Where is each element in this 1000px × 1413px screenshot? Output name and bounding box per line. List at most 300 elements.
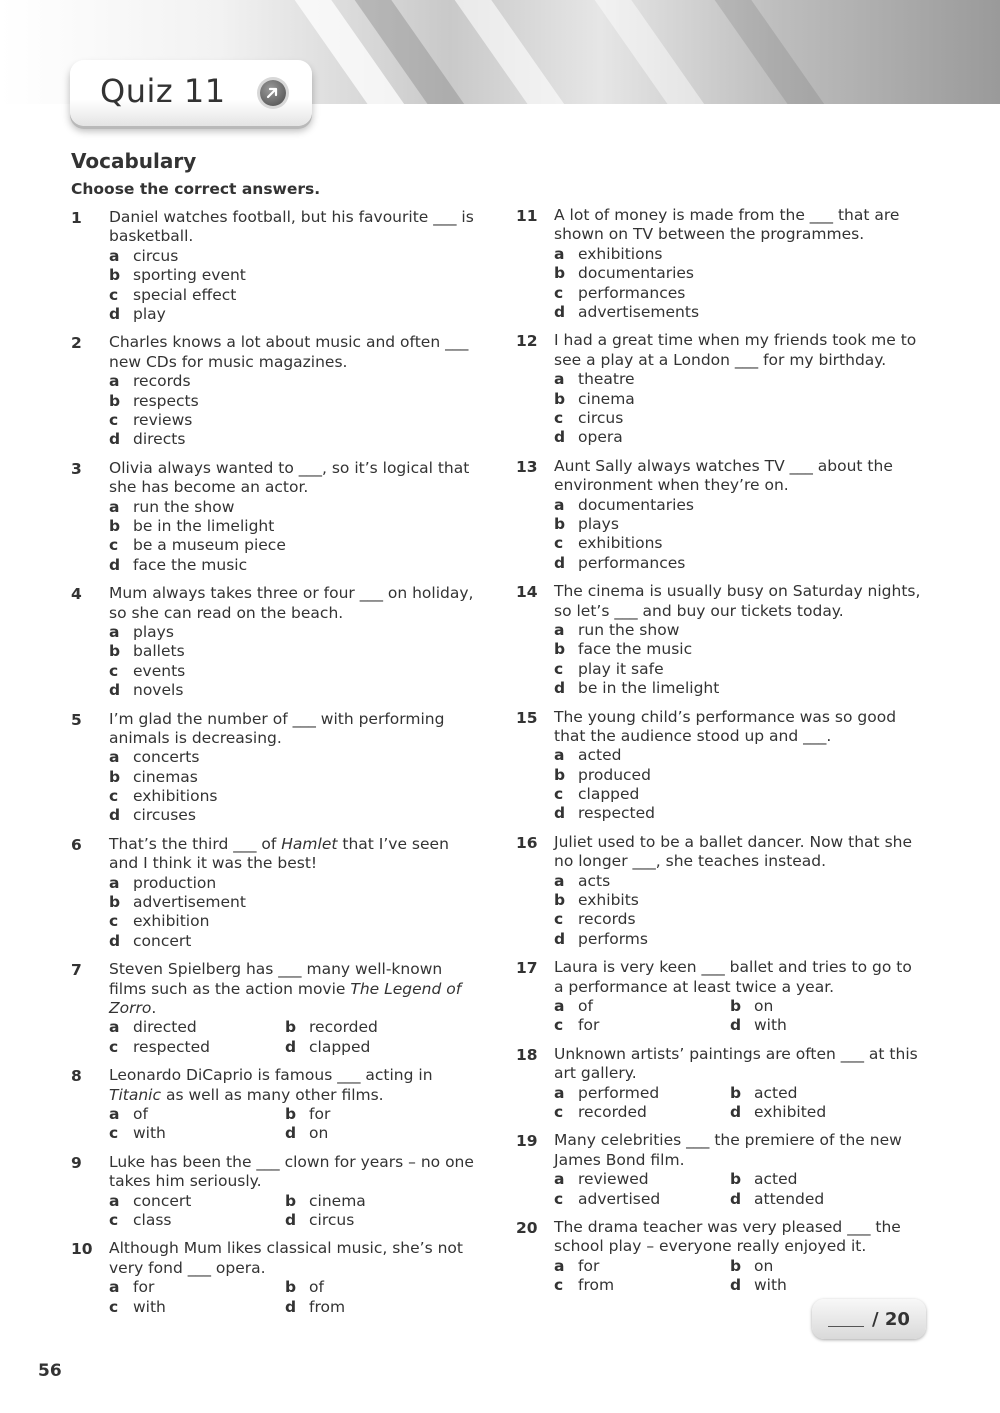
- option-letter: a: [109, 372, 120, 391]
- option-text: of: [309, 1278, 324, 1297]
- option-text: be in the limelight: [133, 516, 275, 535]
- option-text: reviews: [133, 410, 193, 429]
- answer-option-d[interactable]: [730, 1190, 906, 1209]
- answer-option-d[interactable]: [109, 681, 481, 700]
- option-text: theatre: [578, 370, 635, 389]
- option-letter: c: [554, 1016, 564, 1035]
- answer-option-d[interactable]: [109, 932, 481, 951]
- option-letter: a: [554, 620, 565, 639]
- answer-option-c[interactable]: [554, 1190, 730, 1209]
- option-letter: a: [109, 1191, 120, 1210]
- option-letter: d: [109, 931, 121, 950]
- title-italic: The Legend of Zorro: [109, 979, 462, 1018]
- question-text: [109, 710, 481, 749]
- option-text: face the music: [133, 555, 248, 574]
- question-5: [71, 710, 481, 826]
- answer-option-b[interactable]: [109, 392, 481, 411]
- question-1: [71, 208, 481, 324]
- question-text-part: Unknown artists’ paintings are often ___ at this art gallery.: [554, 1044, 918, 1083]
- option-letter: b: [554, 264, 566, 283]
- question-number: 18: [516, 1045, 538, 1064]
- question-number: 11: [516, 207, 538, 225]
- option-letter: b: [285, 1278, 297, 1297]
- question-9: [71, 1153, 481, 1231]
- answer-option-c[interactable]: [554, 910, 926, 929]
- question-number: 5: [71, 710, 82, 729]
- option-text: with: [754, 1016, 787, 1035]
- option-text: concert: [133, 931, 192, 950]
- answer-option-b[interactable]: [730, 997, 906, 1016]
- option-text: ballets: [133, 642, 185, 661]
- option-text: class: [133, 1211, 172, 1230]
- answer-option-a[interactable]: [109, 498, 481, 517]
- question-19: [516, 1131, 926, 1209]
- answer-options: [554, 997, 926, 1036]
- question-18: [516, 1045, 926, 1123]
- answer-option-d[interactable]: [285, 1124, 461, 1143]
- option-letter: d: [109, 430, 121, 449]
- answer-option-c[interactable]: [109, 286, 481, 305]
- option-letter: c: [109, 1211, 119, 1230]
- question-7: [71, 960, 481, 1057]
- answer-option-b[interactable]: [730, 1084, 906, 1103]
- option-text: cinema: [309, 1191, 366, 1210]
- answer-option-c[interactable]: [109, 1038, 285, 1057]
- option-letter: c: [554, 1276, 564, 1295]
- question-text-part: Aunt Sally always watches TV ___ about the environment when they’re on.: [554, 456, 893, 495]
- option-letter: c: [554, 1103, 564, 1122]
- question-text: [109, 333, 481, 372]
- answer-option-a[interactable]: [109, 874, 481, 893]
- option-letter: c: [109, 1037, 119, 1056]
- option-letter: a: [109, 622, 120, 641]
- option-letter: d: [554, 929, 566, 948]
- option-text: reviewed: [578, 1170, 649, 1189]
- option-text: respected: [133, 1037, 210, 1056]
- answer-options: [109, 623, 481, 701]
- question-2: [71, 333, 481, 449]
- answer-option-a[interactable]: [554, 997, 730, 1016]
- question-text-part: Although Mum likes classical music, she’s not very fond ___ opera.: [109, 1239, 463, 1277]
- option-text: plays: [578, 514, 619, 533]
- answer-option-a[interactable]: [554, 496, 926, 515]
- option-text: recorded: [309, 1018, 378, 1037]
- option-text: of: [578, 997, 593, 1016]
- option-text: circuses: [133, 806, 196, 825]
- option-text: of: [133, 1105, 148, 1124]
- option-letter: c: [554, 910, 564, 929]
- answer-option-b[interactable]: [109, 893, 481, 912]
- option-text: acts: [578, 871, 611, 890]
- question-text: [109, 459, 481, 498]
- option-text: performances: [578, 553, 686, 572]
- question-text-part: .: [151, 999, 157, 1018]
- score-box: [812, 1299, 926, 1339]
- question-text-part: The young child’s performance was so good that the audience stood up and ___.: [554, 707, 897, 745]
- answer-option-d[interactable]: [285, 1298, 461, 1317]
- option-text: respected: [578, 804, 655, 823]
- answer-option-d[interactable]: [109, 806, 481, 825]
- option-letter: c: [109, 1297, 119, 1316]
- question-text: [109, 584, 481, 623]
- option-text: for: [309, 1105, 331, 1124]
- option-letter: d: [554, 679, 566, 698]
- answer-option-d[interactable]: [730, 1276, 906, 1295]
- answer-option-a[interactable]: [554, 370, 926, 389]
- question-number: 16: [516, 833, 538, 852]
- score-total: / 20: [872, 1308, 910, 1330]
- question-text: [109, 1239, 481, 1278]
- option-text: from: [578, 1276, 615, 1295]
- question-text: [109, 1066, 481, 1105]
- option-text: with: [754, 1276, 787, 1295]
- answer-option-a[interactable]: [109, 372, 481, 391]
- option-text: concert: [133, 1191, 192, 1210]
- option-letter: a: [109, 1105, 120, 1124]
- option-text: exhibitions: [578, 534, 663, 553]
- question-10: [71, 1239, 481, 1317]
- question-6: [71, 835, 481, 951]
- option-text: for: [578, 1256, 600, 1275]
- option-letter: c: [554, 659, 564, 678]
- option-letter: d: [554, 804, 566, 823]
- option-text: be in the limelight: [578, 679, 720, 698]
- question-text: [109, 1153, 481, 1192]
- answer-option-b[interactable]: [554, 640, 926, 659]
- answer-options: [109, 498, 481, 576]
- option-text: exhibitions: [133, 787, 218, 806]
- answer-options: [109, 1192, 481, 1231]
- answer-option-d[interactable]: [109, 556, 481, 575]
- option-letter: d: [730, 1016, 742, 1035]
- option-text: acted: [578, 746, 622, 765]
- question-number: 19: [516, 1132, 538, 1151]
- section-title: Vocabulary: [71, 149, 197, 173]
- option-text: attended: [754, 1189, 825, 1208]
- option-letter: b: [554, 640, 566, 659]
- answer-option-a[interactable]: [554, 621, 926, 640]
- answer-option-a[interactable]: [554, 1257, 730, 1276]
- question-text-part: The drama teacher was very pleased ___ the school play – everyone really enjoyed it.: [554, 1218, 901, 1256]
- answer-option-b[interactable]: [285, 1278, 461, 1297]
- question-text-part: That’s the third ___ of: [109, 834, 282, 853]
- option-letter: a: [554, 997, 565, 1016]
- title-italic: Hamlet: [281, 834, 338, 853]
- question-number: 3: [71, 459, 82, 478]
- option-letter: b: [109, 391, 121, 410]
- question-text: [554, 331, 926, 370]
- answer-options: [554, 1170, 926, 1209]
- option-letter: c: [554, 1189, 564, 1208]
- answer-option-c[interactable]: [109, 411, 481, 430]
- option-text: on: [754, 997, 774, 1016]
- option-text: be a museum piece: [133, 536, 286, 555]
- option-letter: d: [109, 806, 121, 825]
- option-letter: c: [554, 283, 564, 302]
- answer-option-c[interactable]: [554, 534, 926, 553]
- answer-option-c[interactable]: [554, 785, 926, 804]
- option-text: records: [133, 372, 191, 391]
- arrow-circle-icon: [260, 80, 286, 106]
- score-blank[interactable]: [828, 1312, 864, 1327]
- option-text: novels: [133, 681, 184, 700]
- question-text-part: Mum always takes three or four ___ on holiday, so she can read on the beach.: [109, 584, 474, 622]
- answer-options: [554, 1084, 926, 1123]
- option-text: circus: [309, 1211, 355, 1230]
- option-letter: d: [109, 555, 121, 574]
- answer-option-a[interactable]: [109, 1192, 285, 1211]
- question-text-part: Steven Spielberg has ___ many well-known films such as the action movie: [109, 960, 443, 998]
- answer-option-c[interactable]: [554, 284, 926, 303]
- page-number: 56: [38, 1361, 62, 1381]
- question-number: 14: [516, 583, 538, 602]
- question-text: [554, 958, 926, 997]
- question-number: 8: [71, 1067, 82, 1086]
- question-12: [516, 331, 926, 447]
- question-text: [554, 1131, 926, 1170]
- answer-option-b[interactable]: [285, 1018, 461, 1037]
- option-letter: a: [554, 1083, 565, 1102]
- answer-option-c[interactable]: [109, 787, 481, 806]
- answer-option-b[interactable]: [554, 264, 926, 283]
- question-20: [516, 1218, 926, 1296]
- option-text: directs: [133, 430, 186, 449]
- option-letter: c: [109, 285, 119, 304]
- option-text: from: [309, 1297, 346, 1316]
- question-text-part: that I’ve seen and I think it was the best!: [109, 834, 449, 873]
- question-13: [516, 457, 926, 573]
- answer-option-d[interactable]: [285, 1211, 461, 1230]
- answer-option-a[interactable]: [554, 872, 926, 891]
- question-text-part: Charles knows a lot about music and often ___ new CDs for music magazines.: [109, 333, 469, 371]
- option-text: produced: [578, 765, 651, 784]
- option-letter: c: [554, 408, 564, 427]
- option-letter: c: [109, 1124, 119, 1143]
- answer-option-d[interactable]: [554, 804, 926, 823]
- answer-option-b[interactable]: [554, 766, 926, 785]
- answer-options: [109, 247, 481, 325]
- question-text-part: Olivia always wanted to ___, so it’s logical that she has become an actor.: [109, 458, 470, 497]
- answer-option-d[interactable]: [554, 554, 926, 573]
- option-text: concerts: [133, 748, 200, 767]
- answer-option-d[interactable]: [554, 679, 926, 698]
- answer-option-c[interactable]: [554, 1103, 730, 1122]
- option-letter: a: [554, 1256, 565, 1275]
- question-number: 2: [71, 334, 82, 353]
- answer-option-d[interactable]: [554, 428, 926, 447]
- option-letter: a: [109, 1018, 120, 1037]
- option-text: circus: [133, 246, 179, 265]
- question-16: [516, 833, 926, 949]
- answer-options: [109, 1105, 481, 1144]
- answer-option-b[interactable]: [554, 515, 926, 534]
- option-letter: b: [730, 1083, 742, 1102]
- option-letter: a: [109, 497, 120, 516]
- option-text: clapped: [309, 1037, 371, 1056]
- question-17: [516, 958, 926, 1036]
- question-number: 15: [516, 708, 538, 727]
- question-text: [554, 457, 926, 496]
- answer-option-b[interactable]: [109, 642, 481, 661]
- option-letter: c: [109, 787, 119, 806]
- option-text: recorded: [578, 1103, 647, 1122]
- answer-option-c[interactable]: [109, 1298, 285, 1317]
- option-letter: a: [109, 748, 120, 767]
- answer-option-b[interactable]: [554, 390, 926, 409]
- question-number: 20: [516, 1219, 538, 1238]
- option-text: exhibitions: [578, 244, 663, 263]
- option-letter: d: [730, 1189, 742, 1208]
- answer-option-c[interactable]: [554, 1016, 730, 1035]
- answer-option-c[interactable]: [109, 662, 481, 681]
- answer-options: [109, 1278, 481, 1317]
- option-letter: c: [109, 410, 119, 429]
- question-text-part: as well as many other films.: [161, 1085, 384, 1104]
- question-15: [516, 708, 926, 824]
- title-italic: Titanic: [109, 1085, 162, 1104]
- answer-option-a[interactable]: [109, 623, 481, 642]
- option-letter: b: [554, 765, 566, 784]
- option-text: respects: [133, 391, 199, 410]
- option-letter: b: [109, 516, 121, 535]
- answer-option-b[interactable]: [285, 1105, 461, 1124]
- question-number: 6: [71, 835, 82, 854]
- option-text: cinemas: [133, 767, 198, 786]
- answer-option-d[interactable]: [730, 1103, 906, 1122]
- answer-option-a[interactable]: [109, 247, 481, 266]
- answer-option-c[interactable]: [554, 1276, 730, 1295]
- answer-option-a[interactable]: [109, 748, 481, 767]
- question-14: [516, 582, 926, 698]
- option-letter: c: [109, 661, 119, 680]
- option-letter: b: [554, 514, 566, 533]
- question-4: [71, 584, 481, 700]
- option-text: circus: [578, 408, 624, 427]
- answer-option-b[interactable]: [285, 1192, 461, 1211]
- question-11: [516, 206, 926, 322]
- question-number: 10: [71, 1240, 93, 1259]
- option-text: clapped: [578, 785, 640, 804]
- option-text: with: [133, 1297, 166, 1316]
- answer-option-c[interactable]: [109, 912, 481, 931]
- answer-option-a[interactable]: [554, 1170, 730, 1189]
- answer-option-c[interactable]: [554, 409, 926, 428]
- answer-option-b[interactable]: [730, 1170, 906, 1189]
- answer-option-a[interactable]: [554, 746, 926, 765]
- option-text: production: [133, 873, 217, 892]
- option-text: on: [309, 1124, 329, 1143]
- answer-option-d[interactable]: [730, 1016, 906, 1035]
- option-text: directed: [133, 1018, 197, 1037]
- answer-option-c[interactable]: [554, 660, 926, 679]
- question-text: [109, 208, 481, 247]
- option-letter: b: [109, 767, 121, 786]
- option-letter: b: [109, 642, 121, 661]
- answer-options: [109, 748, 481, 826]
- answer-option-b[interactable]: [109, 768, 481, 787]
- answer-option-b[interactable]: [730, 1257, 906, 1276]
- option-letter: d: [730, 1103, 742, 1122]
- option-letter: a: [554, 370, 565, 389]
- question-8: [71, 1066, 481, 1144]
- question-number: 9: [71, 1153, 82, 1172]
- option-letter: d: [285, 1037, 297, 1056]
- answer-option-c[interactable]: [109, 536, 481, 555]
- answer-option-c[interactable]: [109, 1124, 285, 1143]
- answer-option-b[interactable]: [109, 517, 481, 536]
- option-text: play it safe: [578, 659, 664, 678]
- option-letter: b: [554, 389, 566, 408]
- option-text: records: [578, 910, 636, 929]
- answer-option-a[interactable]: [109, 1018, 285, 1037]
- option-text: with: [133, 1124, 166, 1143]
- option-letter: d: [109, 304, 121, 323]
- question-number: 1: [71, 209, 82, 227]
- option-letter: d: [554, 302, 566, 321]
- answer-options: [554, 621, 926, 699]
- answer-option-c[interactable]: [109, 1211, 285, 1230]
- question-3: [71, 459, 481, 575]
- option-text: exhibited: [754, 1103, 827, 1122]
- option-letter: d: [109, 681, 121, 700]
- question-number: 12: [516, 332, 538, 351]
- option-letter: a: [554, 746, 565, 765]
- question-text: [554, 1218, 926, 1257]
- option-letter: a: [554, 244, 565, 263]
- questions-left-column: [71, 208, 481, 1326]
- option-letter: c: [109, 912, 119, 931]
- answer-options: [554, 1257, 926, 1296]
- answer-option-a[interactable]: [109, 1278, 285, 1297]
- answer-option-b[interactable]: [554, 891, 926, 910]
- option-letter: b: [285, 1191, 297, 1210]
- option-letter: c: [554, 785, 564, 804]
- answer-options: [109, 372, 481, 450]
- answer-option-d[interactable]: [554, 303, 926, 322]
- question-text: [554, 582, 926, 621]
- answer-option-d[interactable]: [109, 305, 481, 324]
- question-text-part: A lot of money is made from the ___ that are shown on TV between the programmes.: [554, 206, 900, 244]
- option-text: documentaries: [578, 495, 694, 514]
- option-text: events: [133, 661, 186, 680]
- answer-option-a[interactable]: [554, 1084, 730, 1103]
- option-text: exhibits: [578, 891, 639, 910]
- option-letter: c: [109, 536, 119, 555]
- questions-right-column: [516, 206, 926, 1305]
- option-letter: c: [554, 534, 564, 553]
- answer-option-b[interactable]: [109, 266, 481, 285]
- option-text: exhibition: [133, 912, 210, 931]
- option-text: documentaries: [578, 264, 694, 283]
- question-text-part: I’m glad the number of ___ with performing animals is decreasing.: [109, 709, 445, 747]
- option-letter: b: [109, 266, 121, 285]
- option-letter: b: [285, 1105, 297, 1124]
- question-text-part: Many celebrities ___ the premiere of the new James Bond film.: [554, 1131, 902, 1169]
- answer-option-a[interactable]: [109, 1105, 285, 1124]
- answer-option-a[interactable]: [554, 245, 926, 264]
- option-text: opera: [578, 428, 623, 447]
- question-text-part: The cinema is usually busy on Saturday nights, so let’s ___ and buy our tickets today.: [554, 582, 921, 620]
- option-text: acted: [754, 1170, 798, 1189]
- option-letter: d: [554, 428, 566, 447]
- answer-option-d[interactable]: [109, 430, 481, 449]
- option-letter: a: [554, 1170, 565, 1189]
- option-text: sporting event: [133, 266, 246, 285]
- answer-option-d[interactable]: [554, 930, 926, 949]
- option-letter: d: [285, 1297, 297, 1316]
- answer-option-d[interactable]: [285, 1038, 461, 1057]
- question-text: [109, 835, 481, 874]
